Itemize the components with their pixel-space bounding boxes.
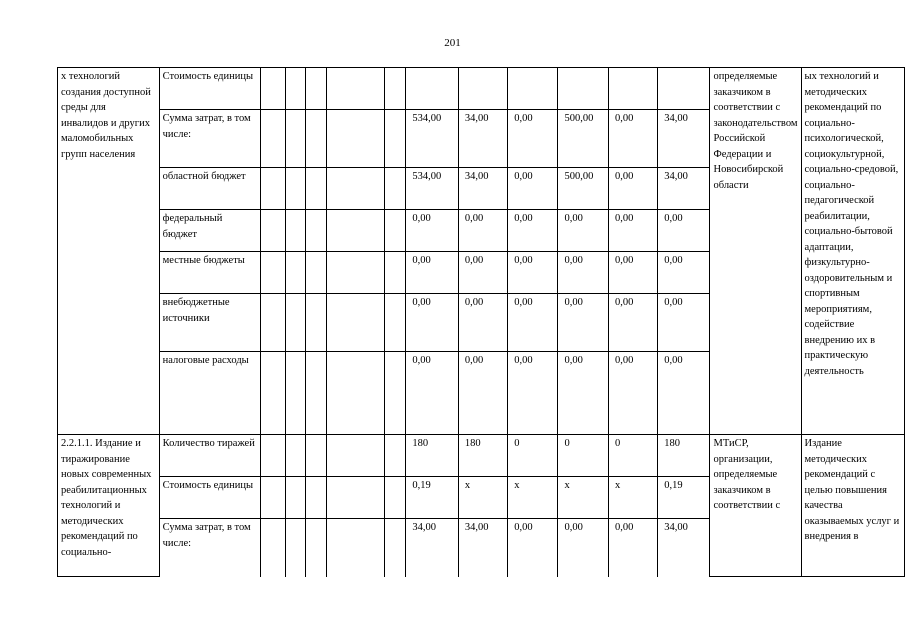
executor-cell: МТиСР, организации, определяемые заказчиком в соответствии с (710, 435, 801, 577)
value-cell: х (508, 477, 558, 519)
value-cell: х (609, 477, 658, 519)
value-cell: 0,00 (508, 352, 558, 435)
value-cell: 0,00 (508, 210, 558, 252)
value-cell: 0,00 (609, 294, 658, 352)
value-cell: 34,00 (458, 168, 507, 210)
value-cell (406, 68, 458, 110)
indicator-label: Количество тиражей (159, 435, 260, 477)
value-cell: х (458, 477, 507, 519)
value-cell: 0,00 (406, 294, 458, 352)
value-cell: 0 (558, 435, 609, 477)
value-cell: 0,00 (609, 252, 658, 294)
value-cell: 0,00 (406, 252, 458, 294)
value-cell: 0,00 (508, 294, 558, 352)
value-cell (609, 68, 658, 110)
result-cell: Издание методических рекомендаций с целью повышения качества оказываемых услуг и внедрения в (801, 435, 904, 577)
value-cell: 0,00 (609, 519, 658, 577)
value-cell: 0,00 (609, 210, 658, 252)
table-row (58, 435, 905, 477)
page-number: 201 (444, 37, 461, 49)
value-cell: 0 (508, 435, 558, 477)
value-cell: 0,00 (458, 252, 507, 294)
measure-name-cell: 2.2.1.1. Издание и тиражирование новых современных реабилитационных технологий и методических рекомендаций по социально- (58, 435, 160, 577)
value-cell: 0,19 (406, 477, 458, 519)
executor-cell: определяемые заказчиком в соответствии с законодательством Российской Федерации и Новосибирской области (710, 68, 801, 435)
value-cell: 0,00 (508, 519, 558, 577)
indicator-label: областной бюджет (159, 168, 260, 210)
value-cell: 0,00 (406, 210, 458, 252)
indicator-label: Сумма затрат, в том числе: (159, 519, 260, 577)
value-cell: 180 (406, 435, 458, 477)
value-cell: 0 (609, 435, 658, 477)
program-table (57, 67, 905, 577)
value-cell: 0,00 (658, 210, 710, 252)
value-cell: 500,00 (558, 168, 609, 210)
value-cell: 0,00 (558, 252, 609, 294)
value-cell: 34,00 (658, 519, 710, 577)
value-cell: 0,00 (558, 294, 609, 352)
value-cell: 0,00 (458, 352, 507, 435)
value-cell: 180 (458, 435, 507, 477)
value-cell: 0,00 (609, 110, 658, 168)
indicator-label: местные бюджеты (159, 252, 260, 294)
value-cell: 500,00 (558, 110, 609, 168)
value-cell: 0,00 (658, 252, 710, 294)
value-cell: 0,00 (508, 168, 558, 210)
value-cell: 34,00 (458, 110, 507, 168)
value-cell (658, 68, 710, 110)
value-cell (558, 68, 609, 110)
indicator-label: внебюджетные источники (159, 294, 260, 352)
value-cell: 34,00 (406, 519, 458, 577)
value-cell: 0,00 (658, 352, 710, 435)
measure-name-cell: х технологий создания доступной среды для инвалидов и других маломобильных групп населения (58, 68, 160, 435)
value-cell: 0,00 (558, 519, 609, 577)
value-cell: 0,00 (609, 352, 658, 435)
result-cell: ых технологий и методических рекомендаций по социально-психологической, социокультурной, социально-средовой, социально-педагогической реабилитации, социально-бытовой адаптации, физкультурно-оздоровительным и спортивным мероприятиям, содействие внедрению их в практическую деятельность (801, 68, 904, 435)
value-cell: 0,00 (558, 210, 609, 252)
value-cell: 0,00 (558, 352, 609, 435)
value-cell (458, 68, 507, 110)
indicator-label: налоговые расходы (159, 352, 260, 435)
indicator-label: Сумма затрат, в том числе: (159, 110, 260, 168)
value-cell: 180 (658, 435, 710, 477)
value-cell: 0,00 (508, 110, 558, 168)
value-cell: х (558, 477, 609, 519)
value-cell: 0,00 (508, 252, 558, 294)
value-cell: 0,00 (658, 294, 710, 352)
value-cell: 34,00 (658, 168, 710, 210)
value-cell: 34,00 (458, 519, 507, 577)
value-cell: 0,00 (406, 352, 458, 435)
value-cell: 534,00 (406, 110, 458, 168)
indicator-label: Стоимость единицы (159, 477, 260, 519)
value-cell: 34,00 (658, 110, 710, 168)
value-cell: 534,00 (406, 168, 458, 210)
value-cell: 0,00 (609, 168, 658, 210)
value-cell (508, 68, 558, 110)
value-cell: 0,00 (458, 210, 507, 252)
indicator-label: Стоимость единицы (159, 68, 260, 110)
table-row (58, 68, 905, 110)
value-cell: 0,19 (658, 477, 710, 519)
value-cell: 0,00 (458, 294, 507, 352)
indicator-label: федеральный бюджет (159, 210, 260, 252)
